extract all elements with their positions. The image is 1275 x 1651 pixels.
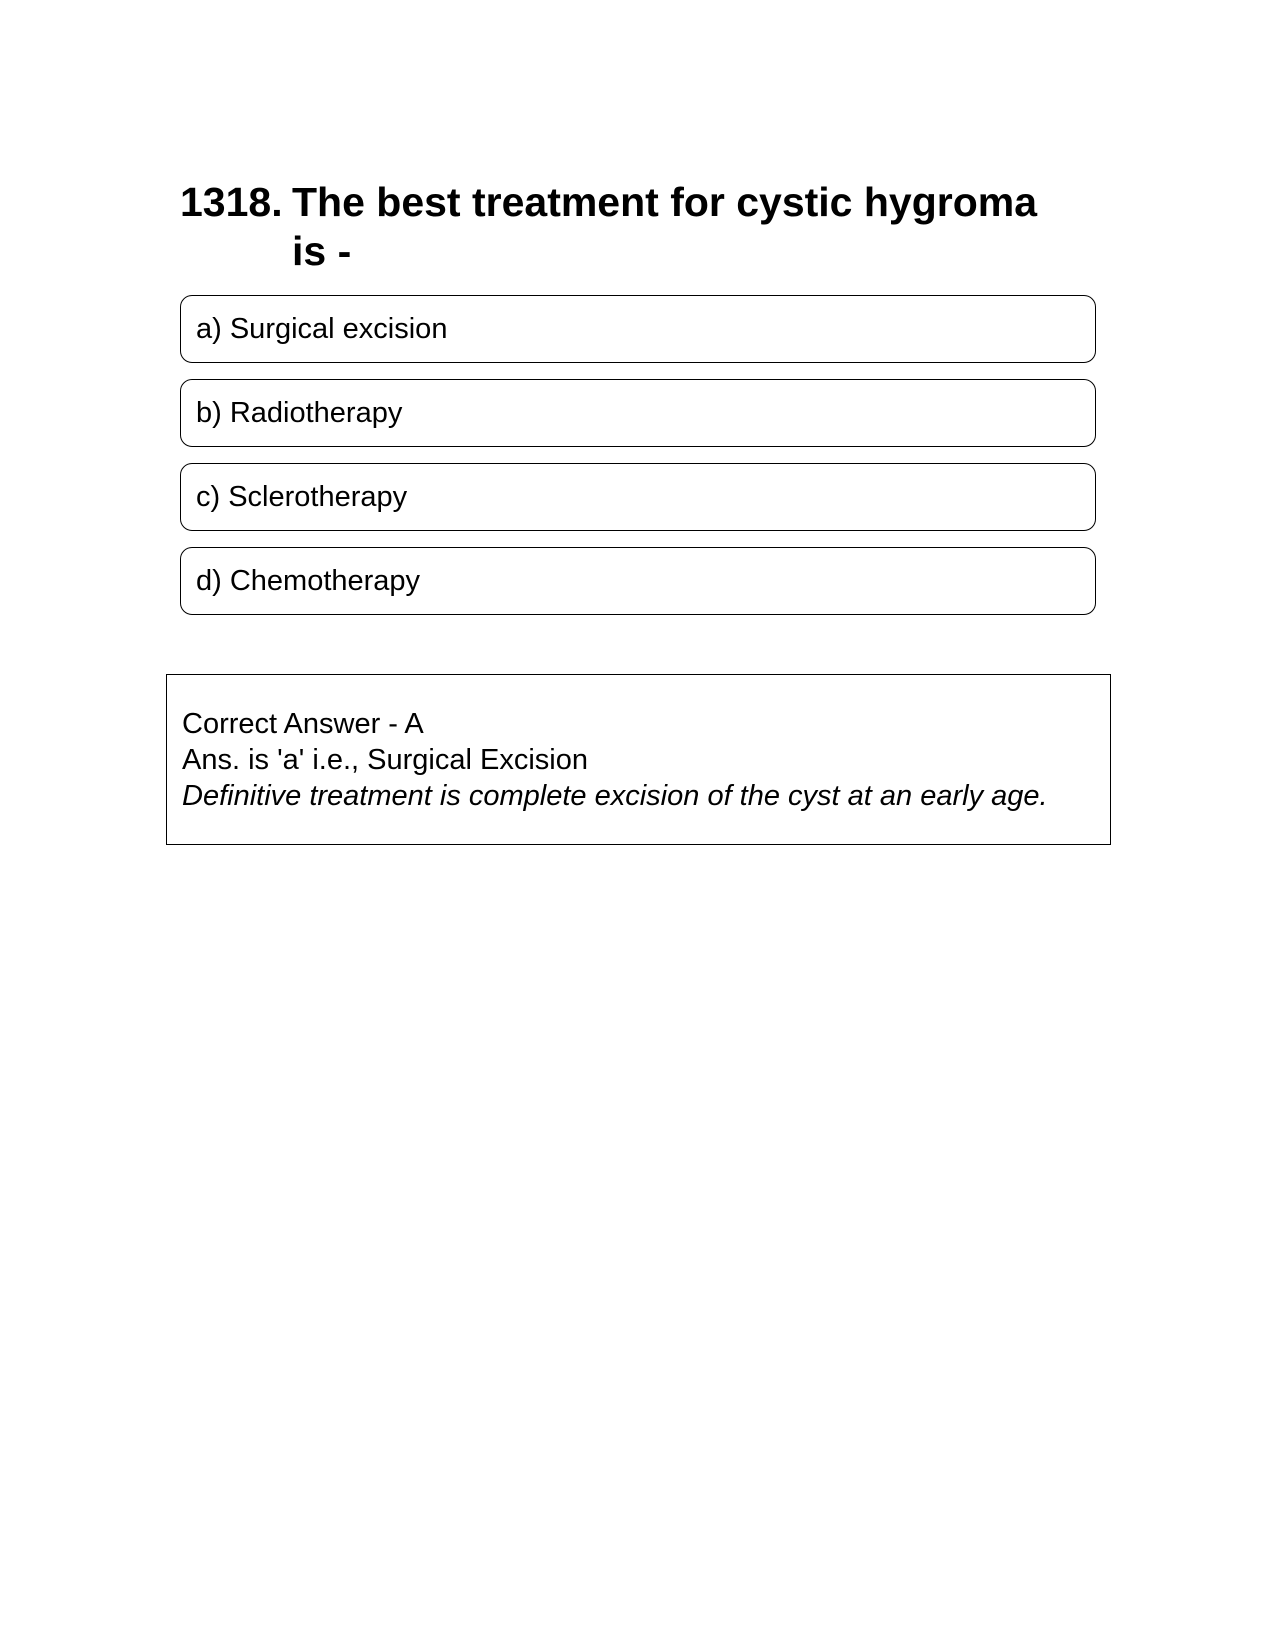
option-d-label: d) Chemotherapy <box>196 564 421 597</box>
answer-box <box>166 674 1111 845</box>
options-list <box>180 295 1096 631</box>
correct-answer: Correct Answer - A <box>182 708 424 740</box>
question-text: The best treatment for cystic hygroma is - <box>292 179 1038 274</box>
option-a-label: a) Surgical excision <box>196 312 448 345</box>
answer-explanation: Definitive treatment is complete excision of the cyst at an early age. <box>182 780 1048 812</box>
option-b[interactable] <box>180 379 1096 447</box>
option-d[interactable] <box>180 547 1096 615</box>
option-c[interactable] <box>180 463 1096 531</box>
question-number: 1318. <box>180 179 283 225</box>
option-b-label: b) Radiotherapy <box>196 396 403 429</box>
option-c-label: c) Sclerotherapy <box>196 480 408 513</box>
question-heading <box>180 178 1080 276</box>
answer-detail: Ans. is 'a' i.e., Surgical Excision <box>182 744 588 776</box>
option-a[interactable] <box>180 295 1096 363</box>
